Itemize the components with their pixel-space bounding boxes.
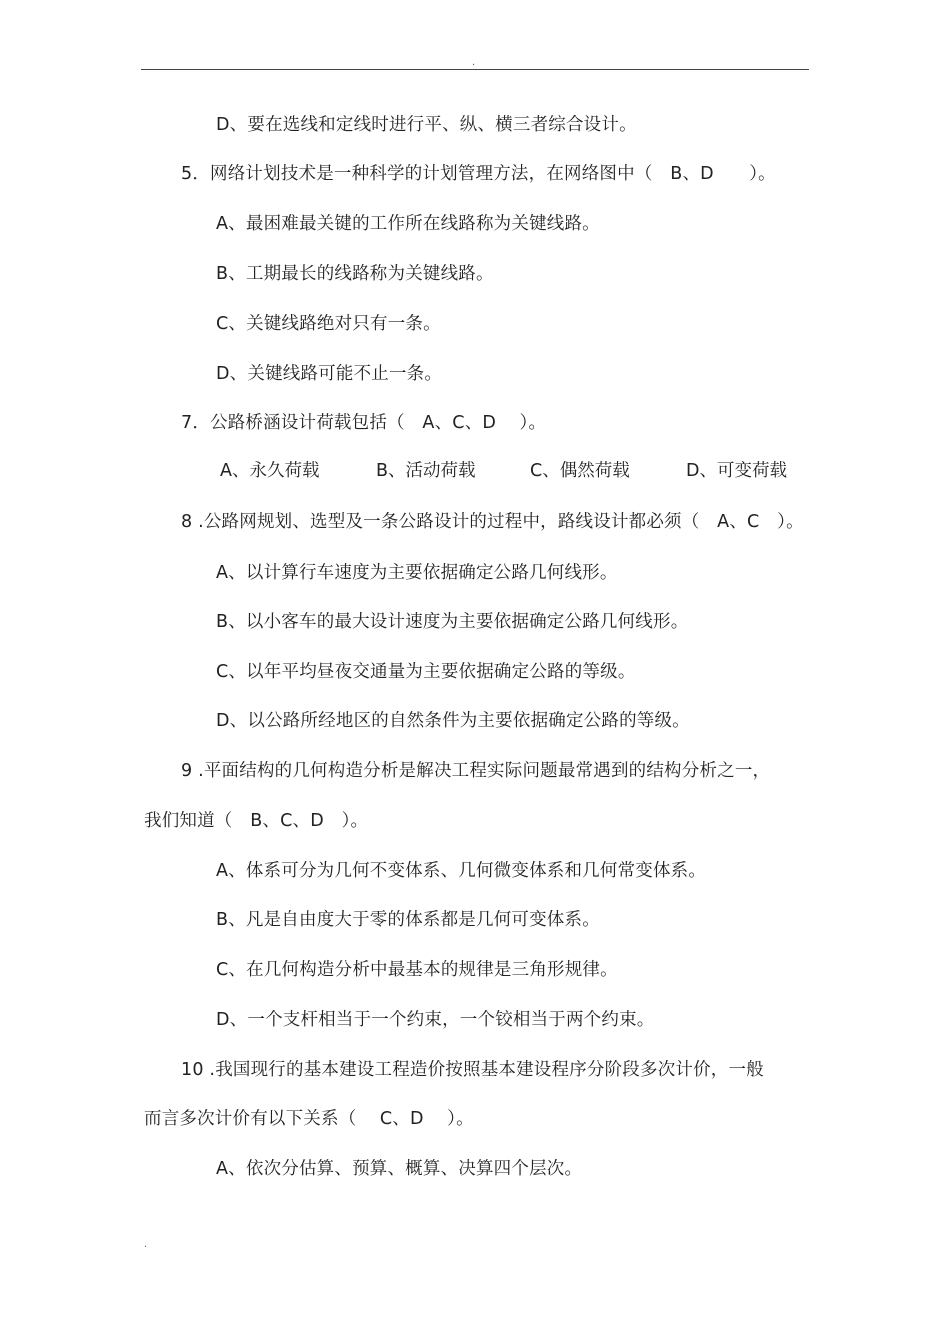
q8-stem: 8 .公路网规划、选型及一条公路设计的过程中，路线设计都必须（ A、C ）。 <box>181 512 804 532</box>
q5-option-c: C、关键线路绝对只有一条。 <box>216 314 441 334</box>
q9-option-a: A、体系可分为几何不变体系、几何微变体系和几何常变体系。 <box>216 861 707 881</box>
q8-option-d: D、以公路所经地区的自然条件为主要依据确定公路的等级。 <box>216 711 690 731</box>
q9-stem-continued: 我们知道（ B、C、D ）。 <box>144 811 369 831</box>
q10-option-a: A、依次分估算、预算、概算、决算四个层次。 <box>216 1159 583 1179</box>
q9-option-b: B、凡是自由度大于零的体系都是几何可变体系。 <box>216 910 600 930</box>
q4-option-d: D、要在选线和定线时进行平、纵、横三者综合设计。 <box>216 115 637 135</box>
q9-stem: 9 .平面结构的几何构造分析是解决工程实际问题最常遇到的结构分析之一， <box>181 761 771 781</box>
header-rule <box>141 69 809 70</box>
q10-stem-continued: 而言多次计价有以下关系（ C、D ）。 <box>144 1109 474 1129</box>
q5-option-d: D、关键线路可能不止一条。 <box>216 364 443 384</box>
q7-option-a: A、永久荷载 <box>220 461 320 481</box>
q7-option-c: C、偶然荷载 <box>530 461 630 481</box>
q5-option-b: B、工期最长的线路称为关键线路。 <box>216 264 494 284</box>
header-mark: . <box>472 57 476 68</box>
q7-options <box>220 459 820 483</box>
q9-option-d: D、一个支杆相当于一个约束，一个铰相当于两个约束。 <box>216 1010 655 1030</box>
q5-stem: 5．网络计划技术是一种科学的计划管理方法，在网络图中（ B、D ）。 <box>181 164 776 184</box>
q9-option-c: C、在几何构造分析中最基本的规律是三角形规律。 <box>216 960 618 980</box>
q7-option-d: D、可变荷载 <box>686 461 787 481</box>
q5-option-a: A、最困难最关键的工作所在线路称为关键线路。 <box>216 214 600 234</box>
q8-option-c: C、以年平均昼夜交通量为主要依据确定公路的等级。 <box>216 662 636 682</box>
q10-stem: 10 .我国现行的基本建设工程造价按照基本建设程序分阶段多次计价，一般 <box>181 1060 764 1080</box>
q8-option-a: A、以计算行车速度为主要依据确定公路几何线形。 <box>216 563 618 583</box>
footer-mark: . <box>144 1239 148 1250</box>
q7-option-b: B、活动荷载 <box>376 461 476 481</box>
q7-stem: 7．公路桥涵设计荷载包括（ A、C、D ）。 <box>181 413 547 433</box>
q8-option-b: B、以小客车的最大设计速度为主要依据确定公路几何线形。 <box>216 612 689 632</box>
